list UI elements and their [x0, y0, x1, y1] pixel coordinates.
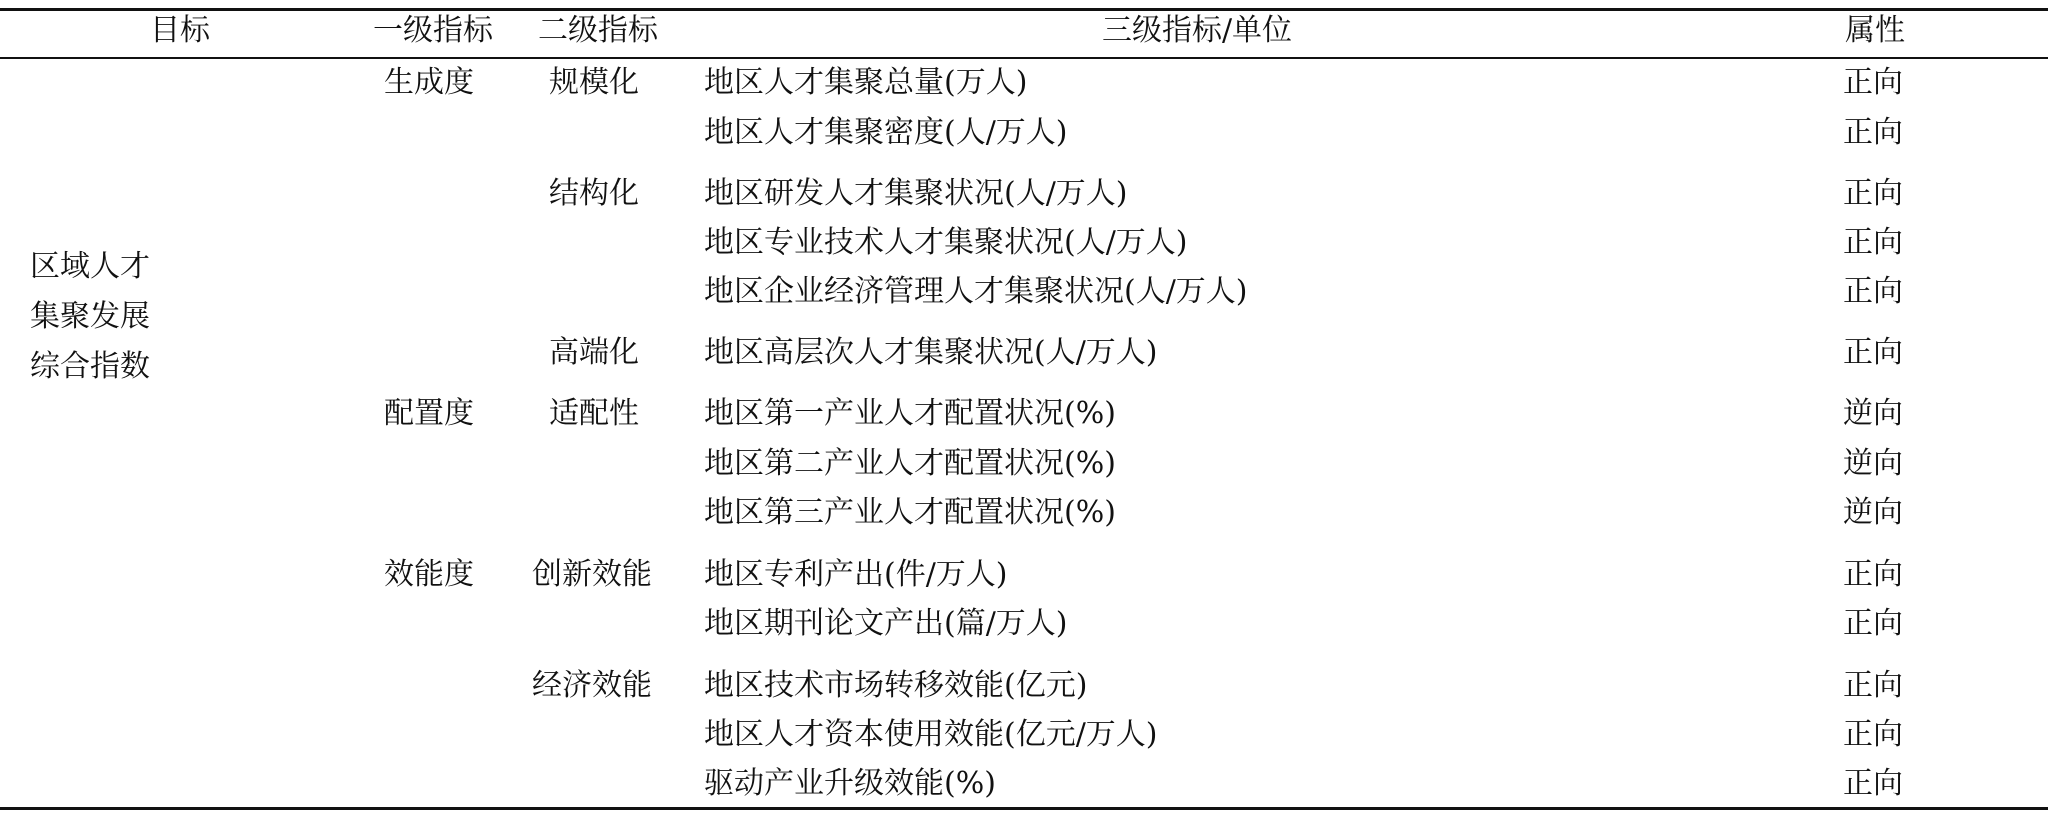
header-attr: 属性	[1845, 13, 1905, 48]
indicator-cell: 地区人才集聚密度(人/万人)	[704, 115, 1068, 150]
level1-cell: 生成度	[384, 65, 474, 100]
level2-cell: 创新效能	[532, 557, 652, 592]
indicator-cell: 地区第三产业人才配置状况(%)	[704, 495, 1116, 530]
indicator-cell: 地区第一产业人才配置状况(%)	[704, 396, 1116, 431]
level2-cell: 规模化	[549, 65, 639, 100]
attr-cell: 逆向	[1843, 396, 1903, 431]
goal-line: 集聚发展	[30, 299, 150, 334]
attr-cell: 正向	[1843, 606, 1903, 641]
header-rule	[0, 57, 2048, 59]
indicator-cell: 地区技术市场转移效能(亿元)	[704, 668, 1088, 703]
attr-cell: 正向	[1843, 668, 1903, 703]
header-level1: 一级指标	[373, 13, 493, 48]
top-rule	[0, 8, 2048, 11]
level2-cell: 结构化	[549, 176, 639, 211]
attr-cell: 正向	[1843, 766, 1903, 801]
goal-line: 综合指数	[30, 349, 150, 384]
attr-cell: 正向	[1843, 274, 1903, 309]
attr-cell: 正向	[1843, 335, 1903, 370]
level2-cell: 经济效能	[532, 668, 652, 703]
indicator-cell: 地区企业经济管理人才集聚状况(人/万人)	[704, 274, 1248, 309]
indicator-cell: 地区第二产业人才配置状况(%)	[704, 446, 1116, 481]
attr-cell: 逆向	[1843, 446, 1903, 481]
goal-cell	[30, 242, 150, 392]
goal-line: 区域人才	[30, 249, 150, 284]
indicator-cell: 地区高层次人才集聚状况(人/万人)	[704, 335, 1158, 370]
level2-cell: 高端化	[549, 335, 639, 370]
indicator-cell: 地区专业技术人才集聚状况(人/万人)	[704, 225, 1188, 260]
indicator-cell: 地区期刊论文产出(篇/万人)	[704, 606, 1068, 641]
header-level3: 三级指标/单位	[1101, 13, 1293, 48]
level1-cell: 配置度	[384, 396, 474, 431]
attr-cell: 逆向	[1843, 495, 1903, 530]
indicator-cell: 地区研发人才集聚状况(人/万人)	[704, 176, 1128, 211]
attr-cell: 正向	[1843, 717, 1903, 752]
indicator-cell: 地区专利产出(件/万人)	[704, 557, 1008, 592]
level2-cell: 适配性	[549, 396, 639, 431]
attr-cell: 正向	[1843, 176, 1903, 211]
header-goal: 目标	[150, 13, 210, 48]
attr-cell: 正向	[1843, 115, 1903, 150]
attr-cell: 正向	[1843, 225, 1903, 260]
attr-cell: 正向	[1843, 557, 1903, 592]
level1-cell: 效能度	[384, 557, 474, 592]
header-level2: 二级指标	[538, 13, 658, 48]
indicator-cell: 地区人才集聚总量(万人)	[704, 65, 1028, 100]
bottom-rule	[0, 807, 2048, 810]
indicator-cell: 驱动产业升级效能(%)	[704, 766, 996, 801]
attr-cell: 正向	[1843, 65, 1903, 100]
indicator-cell: 地区人才资本使用效能(亿元/万人)	[704, 717, 1158, 752]
